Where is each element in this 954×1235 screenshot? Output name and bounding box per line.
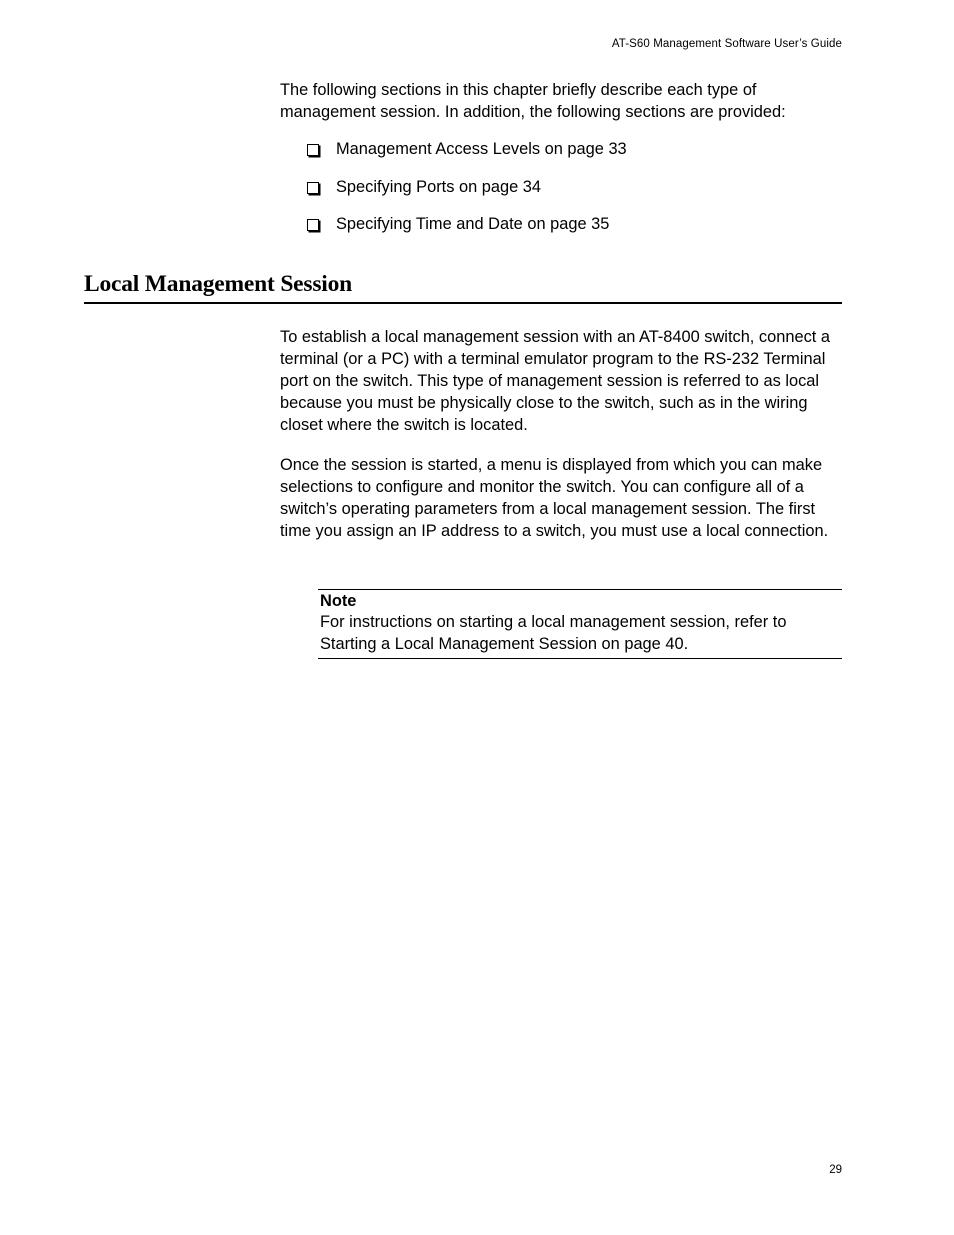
note-text: For instructions on starting a local management session, refer to Starting a Local Management Session on page 40.: [320, 613, 787, 653]
list-item-label[interactable]: Specifying Ports on page 34: [336, 177, 542, 196]
checkbox-square-icon: [307, 219, 319, 231]
list-item: [307, 213, 627, 251]
heading-divider: [84, 302, 842, 304]
list-item-label[interactable]: Specifying Time and Date on page 35: [336, 215, 610, 233]
cross-reference-list: [307, 138, 627, 251]
list-item-label[interactable]: Management Access Levels on page 33: [336, 140, 627, 158]
checkbox-square-icon: [307, 144, 319, 156]
list-item: [307, 176, 627, 214]
section-heading: Local Management Session: [84, 271, 353, 297]
intro-paragraph: The following sections in this chapter briefly describe each type of management session. In addition, the following sections are provided:: [280, 81, 786, 121]
page-number: 29: [829, 1164, 842, 1176]
running-header: AT-S60 Management Software User’s Guide: [611, 38, 842, 50]
note-title: Note: [320, 592, 357, 610]
body-paragraph: Once the session is started, a menu is displayed from which you can make selections to configure and monitor the switch. You can configure all of a switch’s operating parameters from a local management session. The first time you assign an IP address to a switch, you must use a local connection.: [280, 456, 829, 540]
body-paragraph: To establish a local management session with an AT-8400 switch, connect a terminal (or a PC) with a terminal emulator program to the RS-232 Terminal port on the switch. This type of management session is referred to as local because you must be physically close to the switch, such as in the wiring closet where the switch is located.: [280, 328, 830, 434]
list-item: [307, 138, 627, 176]
checkbox-square-icon: [307, 182, 319, 194]
note-box: [318, 589, 842, 659]
